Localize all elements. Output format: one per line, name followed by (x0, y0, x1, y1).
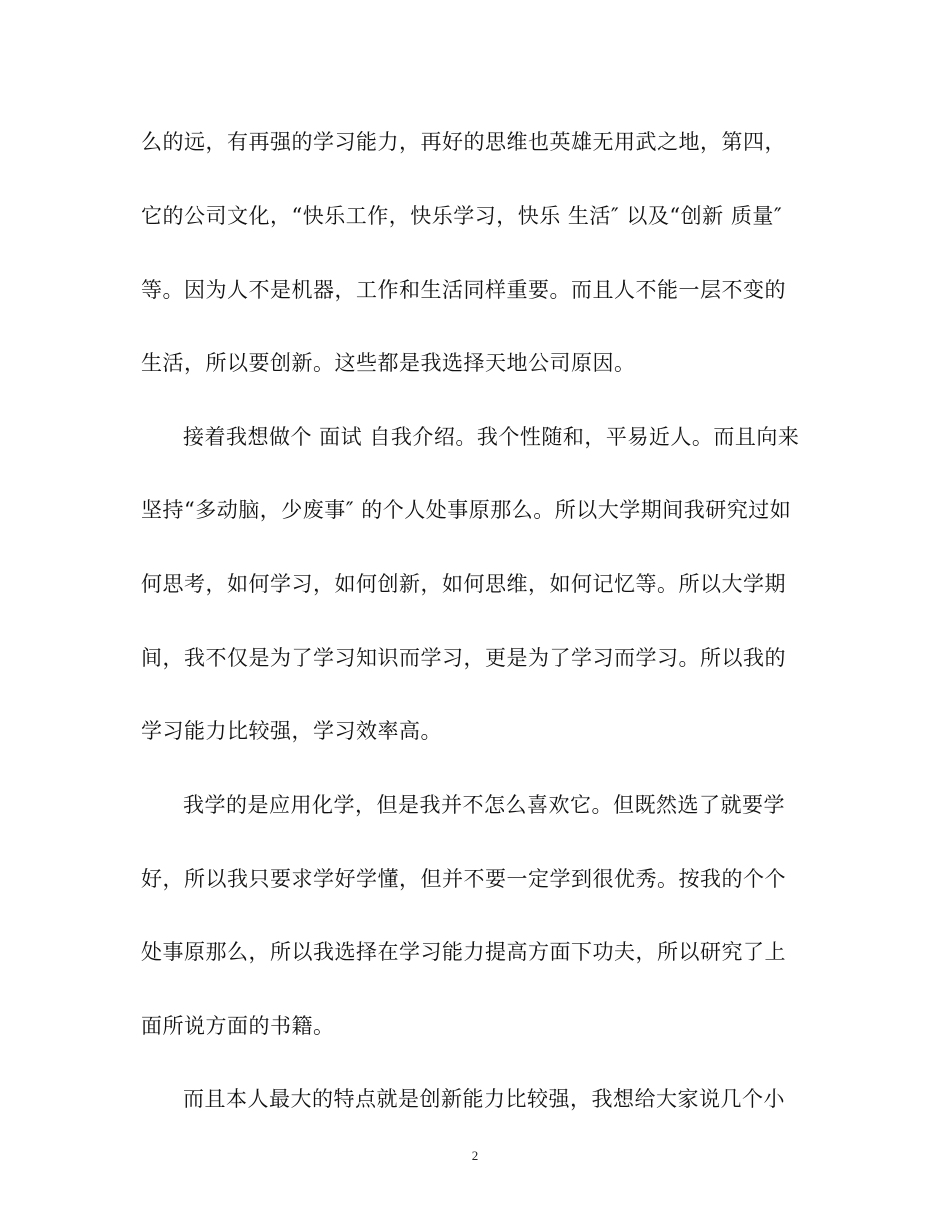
text-line: 学习能力比较强，学习效率高。 (141, 719, 442, 743)
text-line: 处事原那么，所以我选择在学习能力提高方面下功夫，所以研究了上 (141, 940, 786, 964)
text-line: 生活，所以要创新。这些都是我选择天地公司原因。 (141, 351, 636, 375)
paragraph-first-line: 而且本人最大的特点就是创新能力比较强，我想给大家说几个小 (183, 1087, 785, 1111)
text-line: 好，所以我只要求学好学懂，但并不要一定学到很优秀。按我的个个 (141, 867, 786, 891)
paragraph-first-line: 我学的是应用化学，但是我并不怎么喜欢它。但既然选了就要学 (183, 793, 785, 817)
text-line: 面所说方面的书籍。 (141, 1014, 335, 1038)
text-line: 么的远，有再强的学习能力，再好的思维也英雄无用武之地，第四， (141, 130, 786, 154)
page-number: 2 (471, 1148, 479, 1163)
paragraph-first-line: 接着我想做个 面试 自我介绍。我个性随和，平易近人。而且向来 (183, 425, 800, 449)
text-line: 坚持“多动脑，少废事″ 的个人处事原那么。所以大学期间我研究过如 (141, 498, 792, 522)
text-line: 间，我不仅是为了学习知识而学习，更是为了学习而学习。所以我的 (141, 646, 786, 670)
text-line: 等。因为人不是机器，工作和生活同样重要。而且人不能一层不变的 (141, 278, 786, 302)
text-line: 何思考，如何学习，如何创新，如何思维，如何记忆等。所以大学期 (141, 572, 786, 596)
text-line: 它的公司文化，“快乐工作，快乐学习，快乐 生活″ 以及“创新 质量″ (141, 204, 783, 228)
